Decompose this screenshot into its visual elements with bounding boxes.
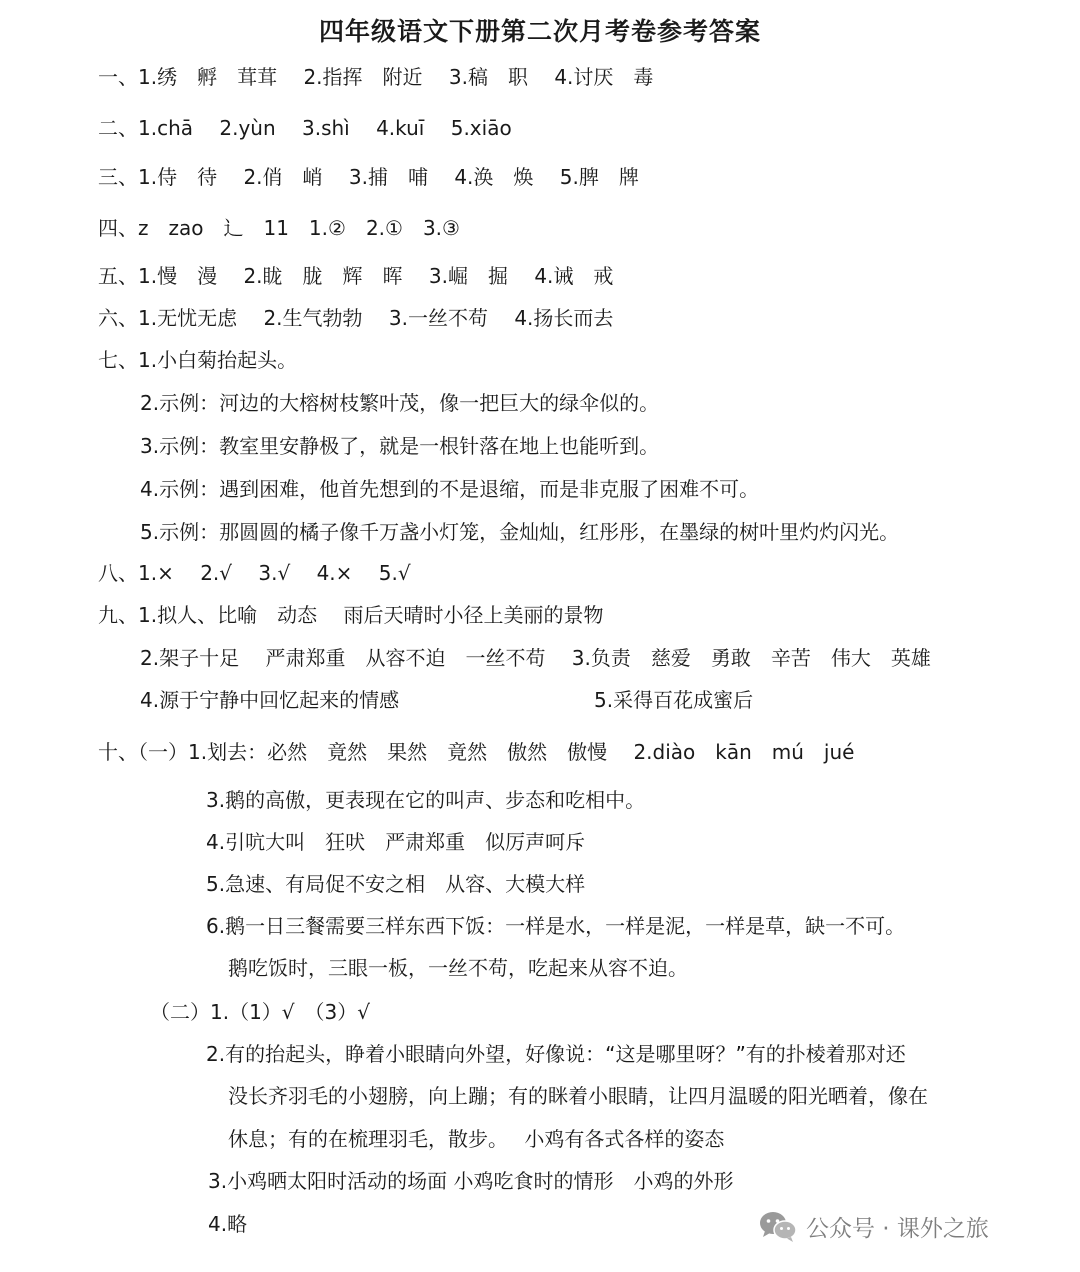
section-7-answer-2: 2.示例：河边的大榕树枝繁叶茂，像一把巨大的绿伞似的。 [140, 391, 660, 415]
section-2-answers: 1.chā 2.yùn 3.shì 4.kuī 5.xiāo [138, 116, 512, 140]
section-5-answers: 1.慢 漫 2.眬 胧 辉 晖 3.崛 掘 4.诫 戒 [138, 264, 614, 288]
section-10-part-2-answer-3: 3.小鸡晒太阳时活动的场面 小鸡吃食时的情形 小鸡的外形 [208, 1169, 734, 1193]
section-2-number: 二、 [98, 116, 138, 140]
section-3 [98, 162, 639, 192]
wechat-icon [758, 1209, 798, 1243]
section-10-part-2-answer-4: 4.略 [208, 1212, 248, 1236]
section-10-part-1-answer-6: 6.鹅一日三餐需要三样东西下饭：一样是水，一样是泥，一样是草，缺一不可。 [206, 914, 906, 938]
section-8-number: 八、 [98, 561, 138, 585]
section-7-answer-1: 1.小白菊抬起头。 [138, 348, 298, 372]
section-5-number: 五、 [98, 264, 138, 288]
section-3-answers: 1.侍 待 2.俏 峭 3.捕 哺 4.涣 焕 5.脾 牌 [138, 165, 639, 189]
section-10-part-2-answer-2-cont-2: 休息；有的在梳理羽毛，散步。 小鸡有各式各样的姿态 [228, 1127, 725, 1151]
section-3-number: 三、 [98, 165, 138, 189]
section-8-answers: 1.× 2.√ 3.√ 4.× 5.√ [138, 561, 411, 585]
section-4-number: 四、 [98, 216, 138, 240]
watermark-text: 公众号 · 课外之旅 [806, 1215, 989, 1242]
page-title: 四年级语文下册第二次月考卷参考答案 [318, 17, 761, 46]
section-9-number: 九、 [98, 603, 138, 627]
section-9-answer-2-3: 2.架子十足 严肃郑重 从容不迫 一丝不苟 3.负责 慈爱 勇敢 辛苦 伟大 英雄 [140, 646, 931, 670]
section-4-answers: z zao ⻌ 11 1.② 2.① 3.③ [138, 216, 460, 240]
section-10-part-1-answer-6-cont: 鹅吃饭时，三眼一板，一丝不苟，吃起来从容不迫。 [228, 956, 688, 980]
section-6-number: 六、 [98, 306, 138, 330]
section-1-answers: 1.绣 孵 茸茸 2.指挥 附近 3.稿 职 4.讨厌 毒 [138, 65, 654, 89]
section-9 [98, 600, 603, 630]
section-8 [98, 558, 411, 588]
section-5 [98, 261, 613, 291]
section-10-part-1-label: （一） [138, 740, 188, 764]
section-10-part-2-answer-1: 1.（1）√ （3）√ [210, 1000, 371, 1024]
section-9-answer-4: 4.源于宁静中回忆起来的情感 [140, 688, 400, 712]
section-10-part-1-answer-4: 4.引吭大叫 狂吠 严肃郑重 似厉声呵斥 [206, 830, 586, 854]
section-10-part-1-answer-5: 5.急速、有局促不安之相 从容、大模大样 [206, 872, 586, 896]
section-9-answer-1: 1.拟人、比喻 动态 雨后天晴时小径上美丽的景物 [138, 603, 604, 627]
section-10-number: 十、 [98, 740, 138, 764]
section-2 [98, 113, 512, 143]
section-10 [98, 737, 854, 767]
wechat-watermark [758, 1206, 989, 1246]
section-10-part-1-answer-3: 3.鹅的高傲，更表现在它的叫声、步态和吃相中。 [206, 788, 646, 812]
section-7-answer-5: 5.示例：那圆圆的橘子像千万盏小灯笼，金灿灿，红彤彤，在墨绿的树叶里灼灼闪光。 [140, 520, 900, 544]
section-4 [98, 213, 460, 243]
section-7-number: 七、 [98, 348, 138, 372]
section-10-part-1-answer-1-2: 1.划去：必然 竟然 果然 竟然 傲然 傲慢 2.diào kān mú jué [188, 740, 855, 764]
section-10-part-2-label: （二） [150, 1000, 210, 1024]
section-10-part-2-answer-2-cont-1: 没长齐羽毛的小翅膀，向上蹦；有的眯着小眼睛，让四月温暖的阳光晒着，像在 [228, 1084, 928, 1108]
section-1 [98, 62, 653, 92]
section-6-answers: 1.无忧无虑 2.生气勃勃 3.一丝不苟 4.扬长而去 [138, 306, 614, 330]
section-7-answer-3: 3.示例：教室里安静极了，就是一根针落在地上也能听到。 [140, 434, 660, 458]
section-7 [98, 345, 297, 375]
section-9-answer-5: 5.采得百花成蜜后 [594, 688, 754, 712]
section-10-part-2-answer-2: 2.有的抬起头，睁着小眼睛向外望，好像说：“这是哪里呀？”有的扑棱着那对还 [206, 1042, 906, 1066]
section-7-answer-4: 4.示例：遇到困难，他首先想到的不是退缩，而是非克服了困难不可。 [140, 477, 760, 501]
section-10-part-2 [150, 997, 370, 1027]
section-6 [98, 303, 613, 333]
section-1-number: 一、 [98, 65, 138, 89]
